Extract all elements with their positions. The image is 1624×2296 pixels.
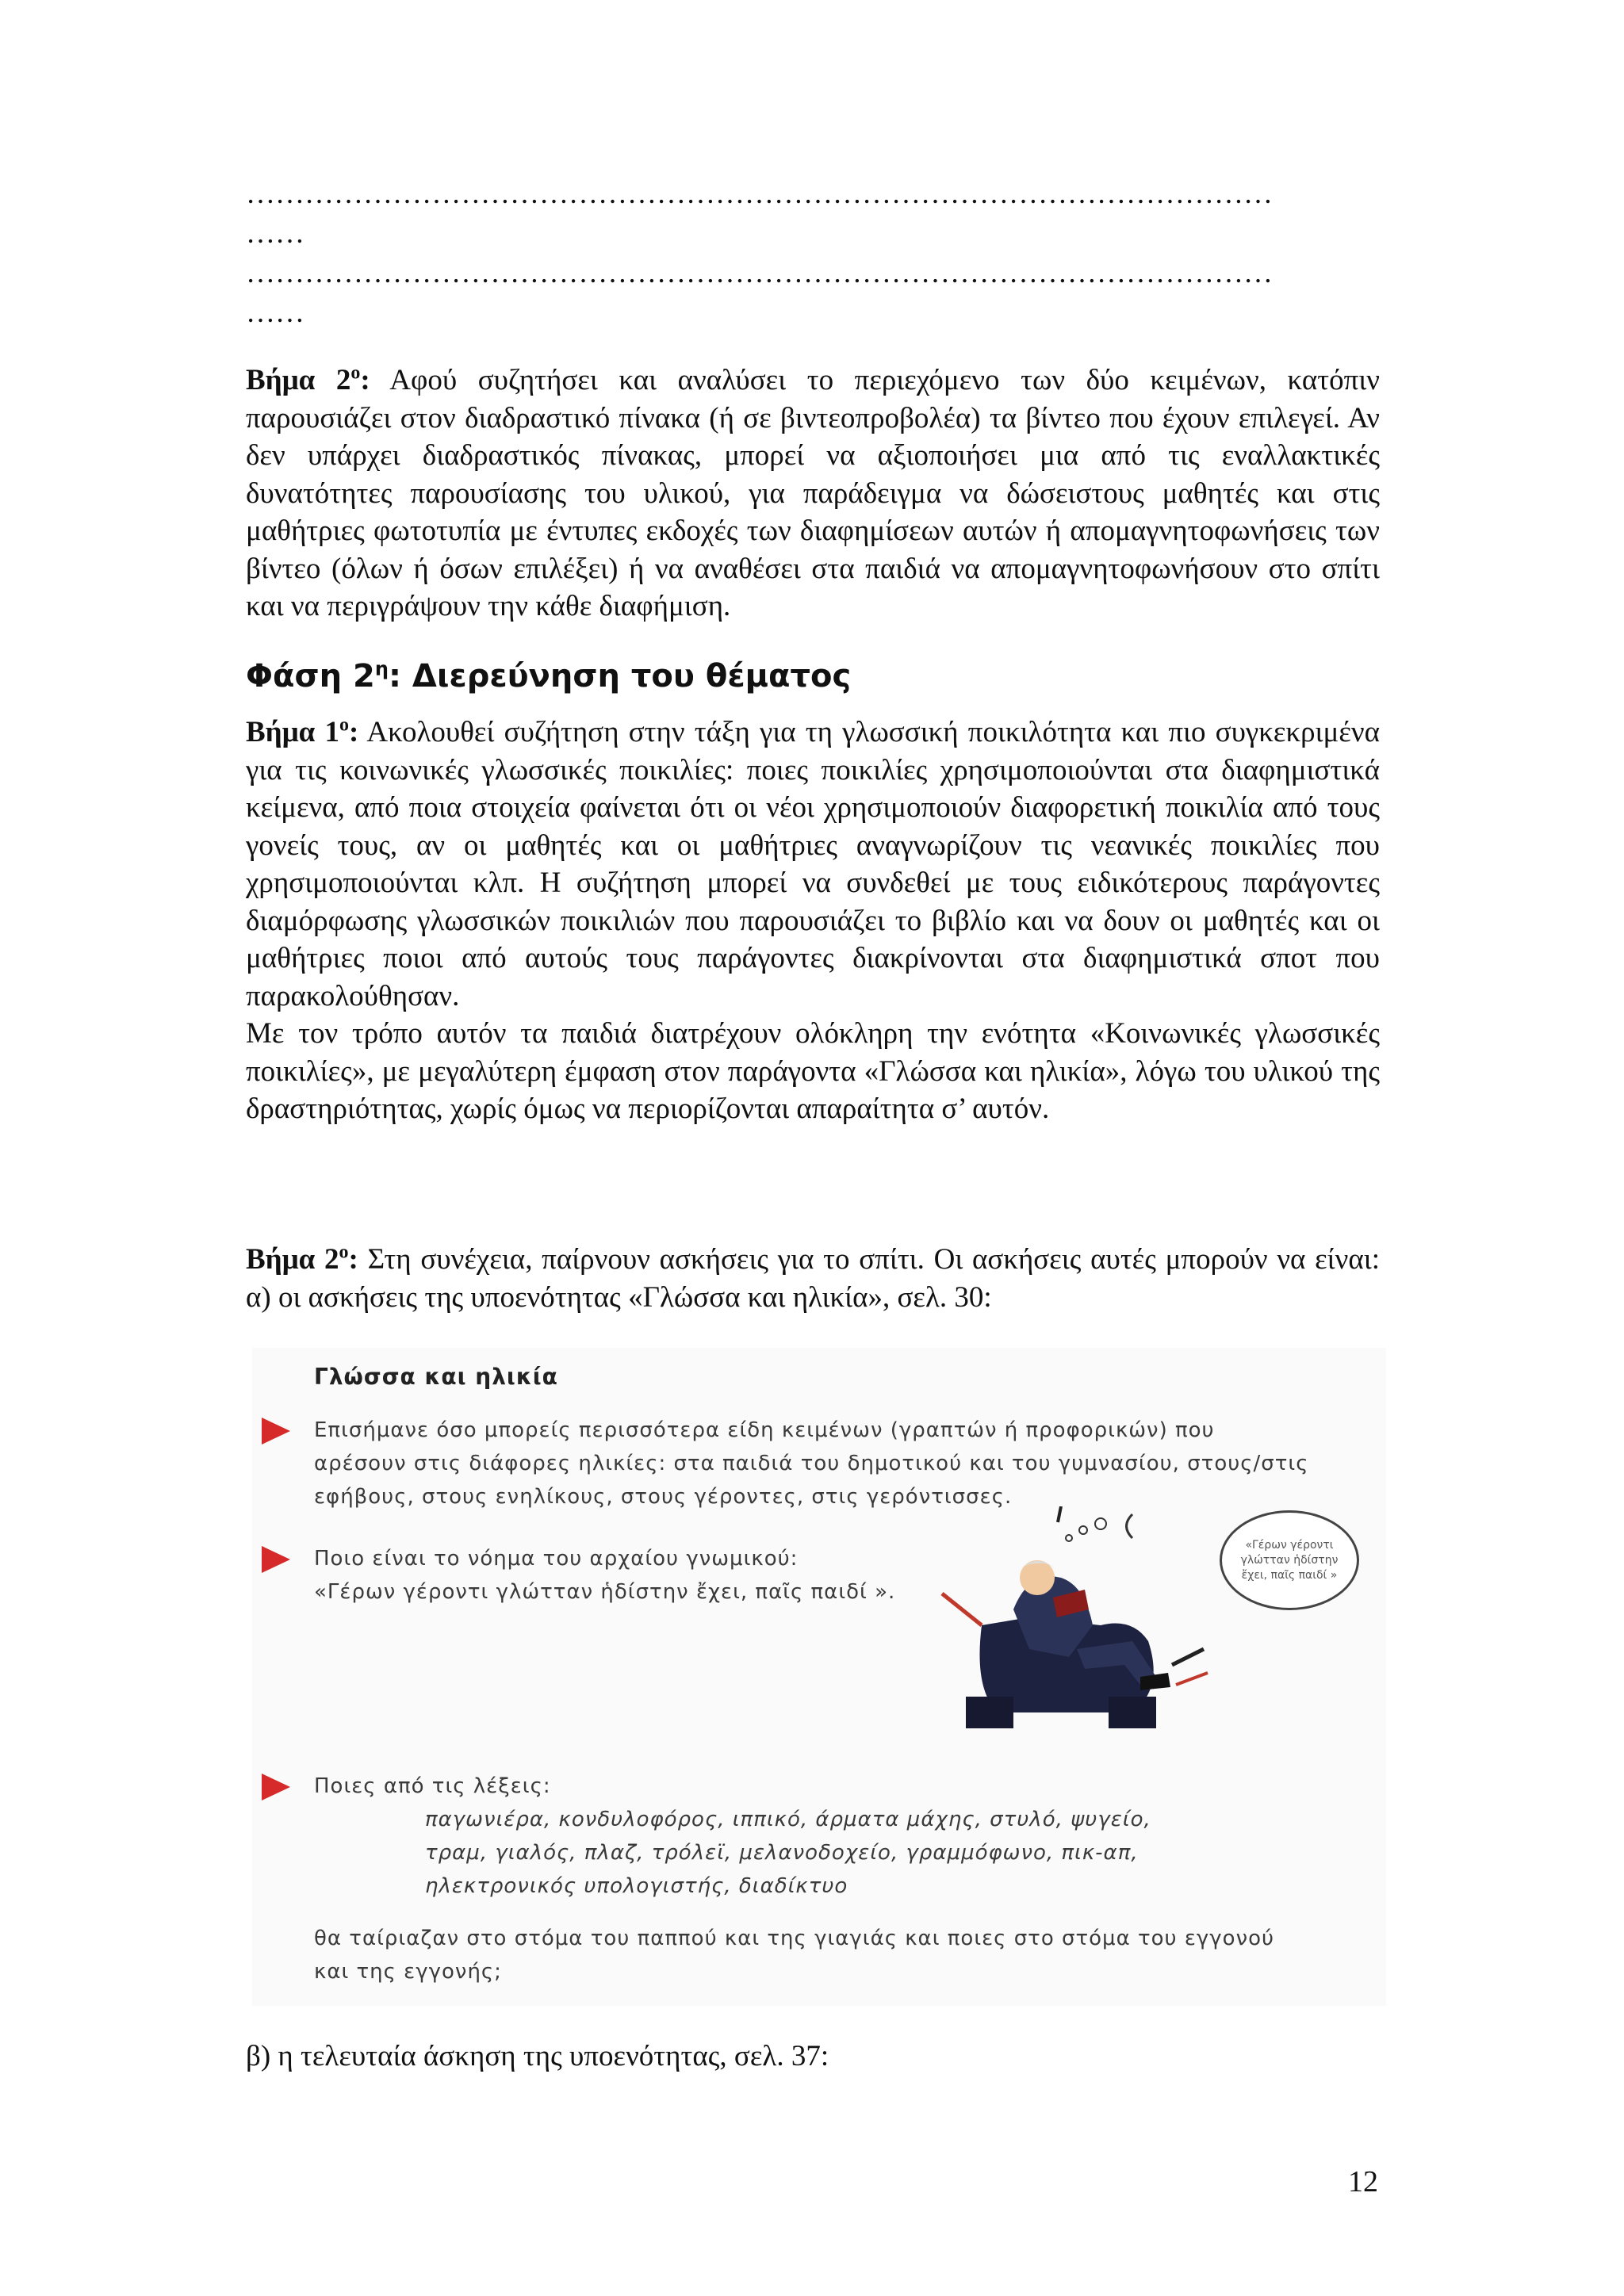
excerpt-line: αρέσουν στις διάφορες ηλικίες: στα παιδιά του δημοτικού και του γυμνασίου, στους/στις — [314, 1452, 1309, 1475]
step-label: Βήμα 2 — [246, 364, 351, 396]
step1-paragraph — [246, 714, 1380, 1128]
excerpt-word-list: ηλεκτρονικός υπολογιστής, διαδίκτυο — [425, 1874, 848, 1898]
excerpt-title: Γλώσσα και ηλικία — [314, 1364, 558, 1390]
step-colon: : — [360, 364, 370, 396]
step-colon: : — [348, 716, 359, 748]
red-arrow-icon — [262, 1774, 290, 1800]
bubble-line: γλώτταν ἡδίστην — [1240, 1553, 1339, 1567]
step-text: Στη συνέχεια, παίρνουν ασκήσεις για το σπίτι. Οι ασκήσεις αυτές μπορούν να είναι: α) οι ασκήσεις της υποενότητας «Γλώσσα και ηλικία», σελ. 30: — [246, 1243, 1380, 1314]
step-text-continued: Με τον τρόπο αυτόν τα παιδιά διατρέχουν ολόκληρη την ενότητα «Κοινωνικές γλωσσικές ποικιλίες», με μεγαλύτερη έμφαση στον παράγοντα «Γλώσσα και ηλικία», λόγω του υλικού της δραστηριότητας, χωρίς όμως να περιορίζονται απαραίτητα σ’ αυτόν. — [246, 1017, 1380, 1125]
excerpt-line: Επισήμανε όσο μπορείς περισσότερα είδη κειμένων (γραπτών ή προφορικών) που — [314, 1418, 1215, 1442]
excerpt-line: Ποιο είναι το νόημα του αρχαίου γνωμικού: — [314, 1547, 799, 1571]
step2-paragraph — [246, 362, 1380, 626]
quote-speech-bubble — [1220, 1510, 1359, 1610]
excerpt-line: εφήβους, στους ενηλίκους, στους γέροντες, στις γερόντισσες. — [314, 1485, 1013, 1509]
red-arrow-icon — [262, 1546, 290, 1573]
phase-prefix: Φάση 2 — [246, 658, 375, 695]
dotted-line: …………………………………………………………………………………………… — [246, 178, 1273, 210]
step-colon: : — [348, 1243, 358, 1276]
excerpt-word-list: παγωνιέρα, κονδυλοφόρος, ιππικό, άρματα μάχης, στυλό, ψυγείο, — [425, 1808, 1151, 1831]
dotted-line: …… — [246, 217, 304, 250]
step-text: Ακολουθεί συζήτηση στην τάξη για τη γλωσσική ποικιλότητα και πιο συγκεκριμένα για τις κοινωνικές γλωσσικές ποικιλίες: ποιες ποικιλίες χρησιμοποιούνται στα διαφημιστικά κείμενα, από ποια στοιχεία φαίνεται ότι οι νέοι χρησιμοποιούν διαφορετική ποικιλία από τους γονείς τους, αν οι μαθητές και οι μαθήτριες αναγνωρίζουν τις νεανικές ποικιλίες που χρησιμοποιούνται κλπ. Η συζήτηση μπορεί να συνδεθεί με τους ειδικότερους παράγοντες διαμόρφωσης γλωσσικών ποικιλιών που παρουσιάζει το βιβλίο και να δουν οι μαθητές και οι μαθήτριες ποιοι από αυτούς τους παράγοντες διακρίνονται στα διαφημιστικά σποτ που παρακολούθησαν. — [246, 716, 1380, 1012]
bubble-line: ἔχει, παῖς παιδί » — [1241, 1568, 1338, 1582]
bubble-line: «Γέρων γέροντι — [1245, 1538, 1334, 1552]
textbook-excerpt-image — [252, 1348, 1386, 2006]
step-text: Αφού συζητήσει και αναλύσει το περιεχόμενο των δύο κειμένων, κατόπιν παρουσιάζει στον διαδραστικό πίνακα (ή σε βιντεοπροβολέα) τα βίντεο που έχουν επιλεγεί. Αν δεν υπάρχει διαδραστικός πίνακας, μπορεί να αξιοποιήσει μια από τις εναλλακτικές δυνατότητες παρουσίασης του υλικού, για παράδειγμα να δώσειστους μαθητές και στις μαθήτριες φωτοτυπία με έντυπες εκδοχές των διαφημίσεων αυτών ή απομαγνητοφωνήσεις των βίντεο (όλων ή όσων επιλέξει) ή να αναθέσει στα παιδιά να απομαγνητοφωνήσουν στο σπίτι και να περιγράψουν την κάθε διαφήμιση. — [246, 364, 1380, 622]
excerpt-line: «Γέρων γέροντι γλώτταν ἡδίστην ἔχει, παῖς παιδί ». — [314, 1580, 896, 1604]
phase-heading — [246, 658, 851, 695]
dotted-line: …… — [246, 297, 304, 329]
beta-line: β) η τελευταία άσκηση της υποενότητας, σελ. 37: — [246, 2040, 829, 2072]
page-number: 12 — [1348, 2165, 1378, 2198]
old-man-reading-illustration — [871, 1506, 1220, 1744]
phase-sup: η — [374, 657, 389, 680]
excerpt-line: θα ταίριαζαν στο στόμα του παππού και της γιαγιάς και ποιες στο στόμα του εγγονού — [314, 1927, 1275, 1950]
step-label: Βήμα 2 — [246, 1243, 339, 1276]
red-arrow-icon — [262, 1418, 290, 1445]
step2b-paragraph — [246, 1241, 1380, 1316]
step-label: Βήμα 1 — [246, 716, 339, 748]
excerpt-word-list: τραμ, γιαλός, πλαζ, τρόλεϊ, μελανοδοχείο, γραμμόφωνο, πικ-απ, — [425, 1841, 1139, 1865]
excerpt-line: Ποιες από τις λέξεις: — [314, 1774, 551, 1798]
step-sup: ο — [339, 1242, 349, 1263]
step-sup: ο — [339, 714, 349, 736]
phase-suffix: : Διερεύνηση του θέματος — [388, 658, 852, 695]
dotted-line: …………………………………………………………………………………………… — [246, 257, 1273, 289]
excerpt-line: και της εγγονής; — [314, 1960, 502, 1984]
step-sup: ο — [350, 362, 361, 384]
